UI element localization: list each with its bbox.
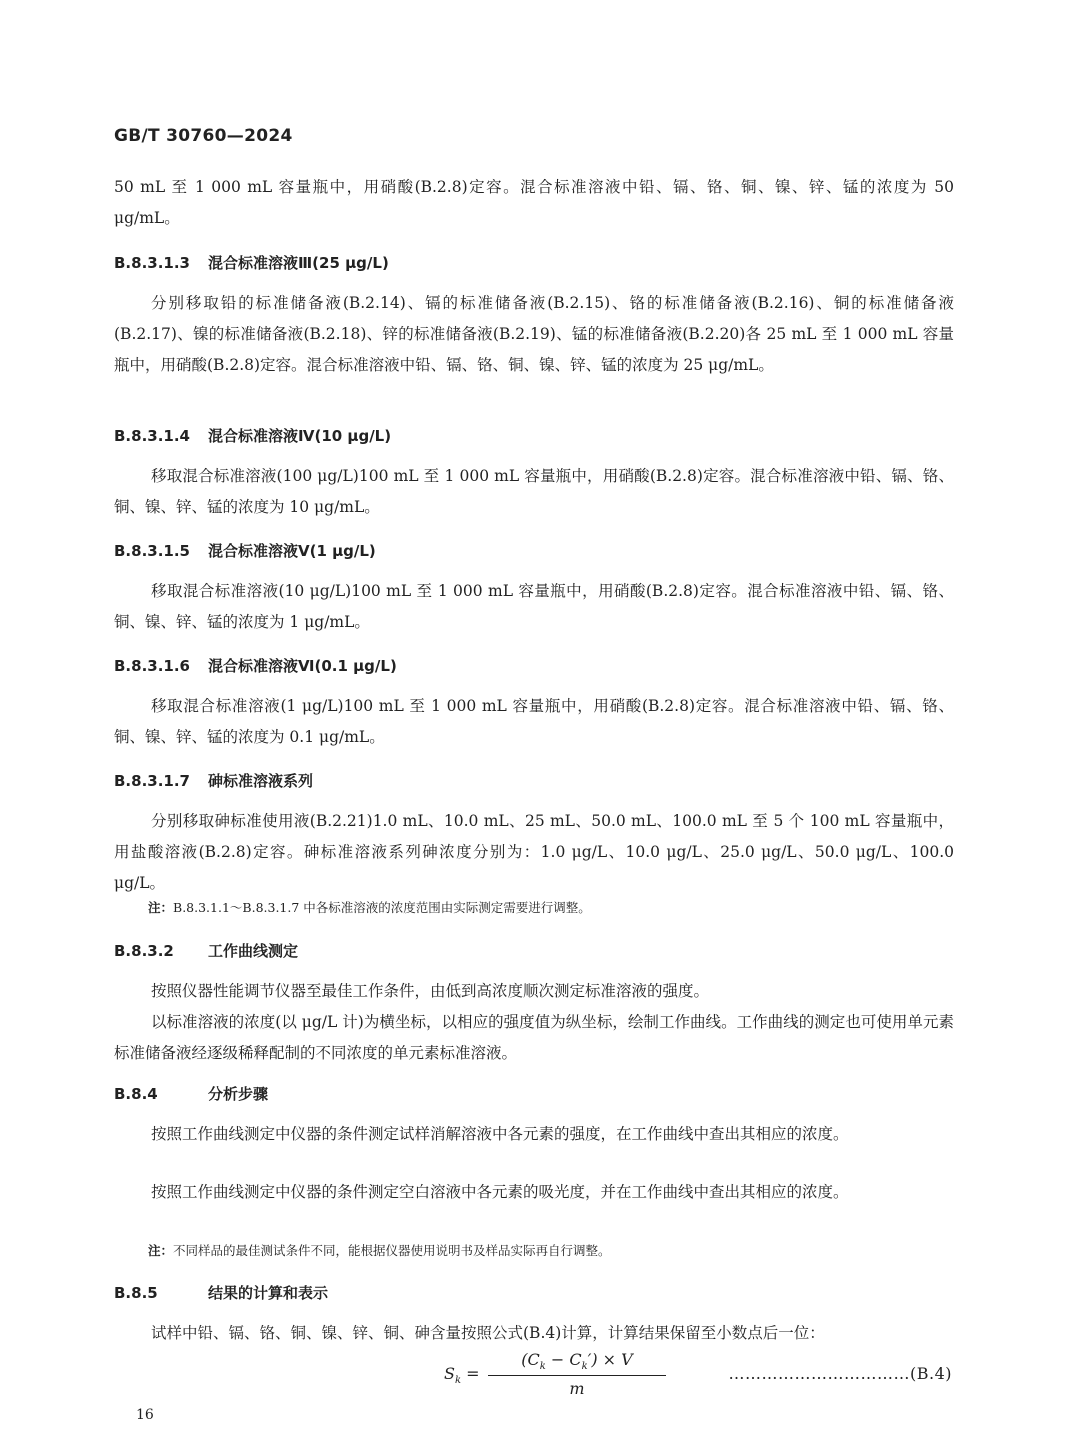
equation-number: ……………………………(B.4) [728,1364,952,1383]
note [148,898,948,918]
page-number: 16 [136,1407,154,1423]
section-heading-b832 [114,940,298,961]
paragraph: 按照工作曲线测定中仪器的条件测定试样消解溶液中各元素的强度，在工作曲线中查出其相应的浓度。 [151,1125,849,1143]
section-heading-b8316 [114,655,397,676]
note-text: 不同样品的最佳测试条件不同，能根据仪器使用说明书及样品实际再自行调整。 [173,1243,611,1258]
paragraph: 移取混合标准溶液(1 μg/L)100 mL 至 1 000 mL 容量瓶中，用硝酸(B.2.8)定容。混合标准溶液中铅、镉、铬、铜、镍、锌、锰的浓度为 0.1 μg/mL。 [114,697,954,746]
formula-fraction [488,1350,666,1398]
formula-b4 [440,1350,952,1406]
standard-code: GB/T 30760—2024 [114,126,293,146]
section-title: 分析步骤 [208,1085,269,1103]
paragraph: 按照工作曲线测定中仪器的条件测定空白溶液中各元素的吸光度，并在工作曲线中查出其相应的浓度。 [151,1183,849,1201]
formula-denominator: m [569,1379,585,1399]
section-title: 结果的计算和表示 [208,1284,329,1302]
paragraph: 分别移取砷标准使用液(B.2.21)1.0 mL、10.0 mL、25 mL、50.0 mL、100.0 mL 至 5 个 100 mL 容量瓶中，用盐酸溶液(B.2.8)定容。砷标准溶液系列砷浓度分别为：1.0 μg/L、10.0 μg/L、25.0 μg/L、50.0 μg/L、100.0 μg/L。 [114,812,954,892]
section-number: B.8.3.1.6 [114,657,190,675]
section-heading-b8317 [114,770,313,791]
section-heading-b8314 [114,425,391,446]
note-text: B.8.3.1.1～B.8.3.1.7 中各标准溶液的浓度范围由实际测定需要进行调整。 [173,900,591,915]
section-title: 砷标准溶液系列 [208,772,314,790]
section-number: B.8.3.2 [114,942,174,960]
paragraph: 以标准溶液的浓度(以 μg/L 计)为横坐标，以相应的强度值为纵坐标，绘制工作曲线。工作曲线的测定也可使用单元素标准储备液经逐级稀释配制的不同浓度的单元素标准溶液。 [114,1013,954,1062]
note [148,1241,948,1261]
note-label: 注： [148,1243,174,1258]
paragraph: 分别移取铅的标准储备液(B.2.14)、镉的标准储备液(B.2.15)、铬的标准储备液(B.2.16)、铜的标准储备液(B.2.17)、镍的标准储备液(B.2.18)、锌的标准储备液(B.2.19)、锰的标准储备液(B.2.20)各 25 mL 至 1 000 mL 容量瓶中，用硝酸(B.2.8)定容。混合标准溶液中铅、镉、铬、铜、镍、锌、锰的浓度为 25 μg/mL。 [114,294,954,374]
section-number: B.8.3.1.5 [114,542,190,560]
paragraph: 移取混合标准溶液(100 μg/L)100 mL 至 1 000 mL 容量瓶中，用硝酸(B.2.8)定容。混合标准溶液中铅、镉、铬、铜、镍、锌、锰的浓度为 10 μg/mL。 [114,467,954,516]
section-number: B.8.3.1.4 [114,427,190,445]
section-heading-b8315 [114,540,376,561]
paragraph: 移取混合标准溶液(10 μg/L)100 mL 至 1 000 mL 容量瓶中，用硝酸(B.2.8)定容。混合标准溶液中铅、镉、铬、铜、镍、锌、锰的浓度为 1 μg/mL。 [114,582,954,631]
section-title: 混合标准溶液Ⅵ(0.1 μg/L) [208,657,397,675]
section-number: B.8.3.1.3 [114,254,190,272]
section-title: 混合标准溶液Ⅴ(1 μg/L) [208,542,376,560]
section-title: 混合标准溶液Ⅲ(25 μg/L) [208,254,389,272]
section-heading-b8313 [114,252,389,273]
formula-numerator: $(C_k - C_k') \times V$ [488,1350,666,1376]
section-number: B.8.3.1.7 [114,772,190,790]
formula-lhs: $S_k$ = [444,1364,480,1387]
paragraph: 试样中铅、镉、铬、铜、镍、锌、铜、砷含量按照公式(B.4)计算，计算结果保留至小数点后一位： [151,1324,825,1342]
note-label: 注： [148,900,174,915]
paragraph: 按照仪器性能调节仪器至最佳工作条件，由低到高浓度顺次测定标准溶液的强度。 [151,982,710,1000]
paragraph: 50 mL 至 1 000 mL 容量瓶中，用硝酸(B.2.8)定容。混合标准溶液中铅、镉、铬、铜、镍、锌、锰的浓度为 50 μg/mL。 [114,178,954,227]
section-title: 工作曲线测定 [208,942,299,960]
section-heading-b85 [114,1282,328,1303]
section-number: B.8.4 [114,1085,158,1103]
section-title: 混合标准溶液Ⅳ(10 μg/L) [208,427,392,445]
section-heading-b84 [114,1083,268,1104]
section-number: B.8.5 [114,1284,158,1302]
